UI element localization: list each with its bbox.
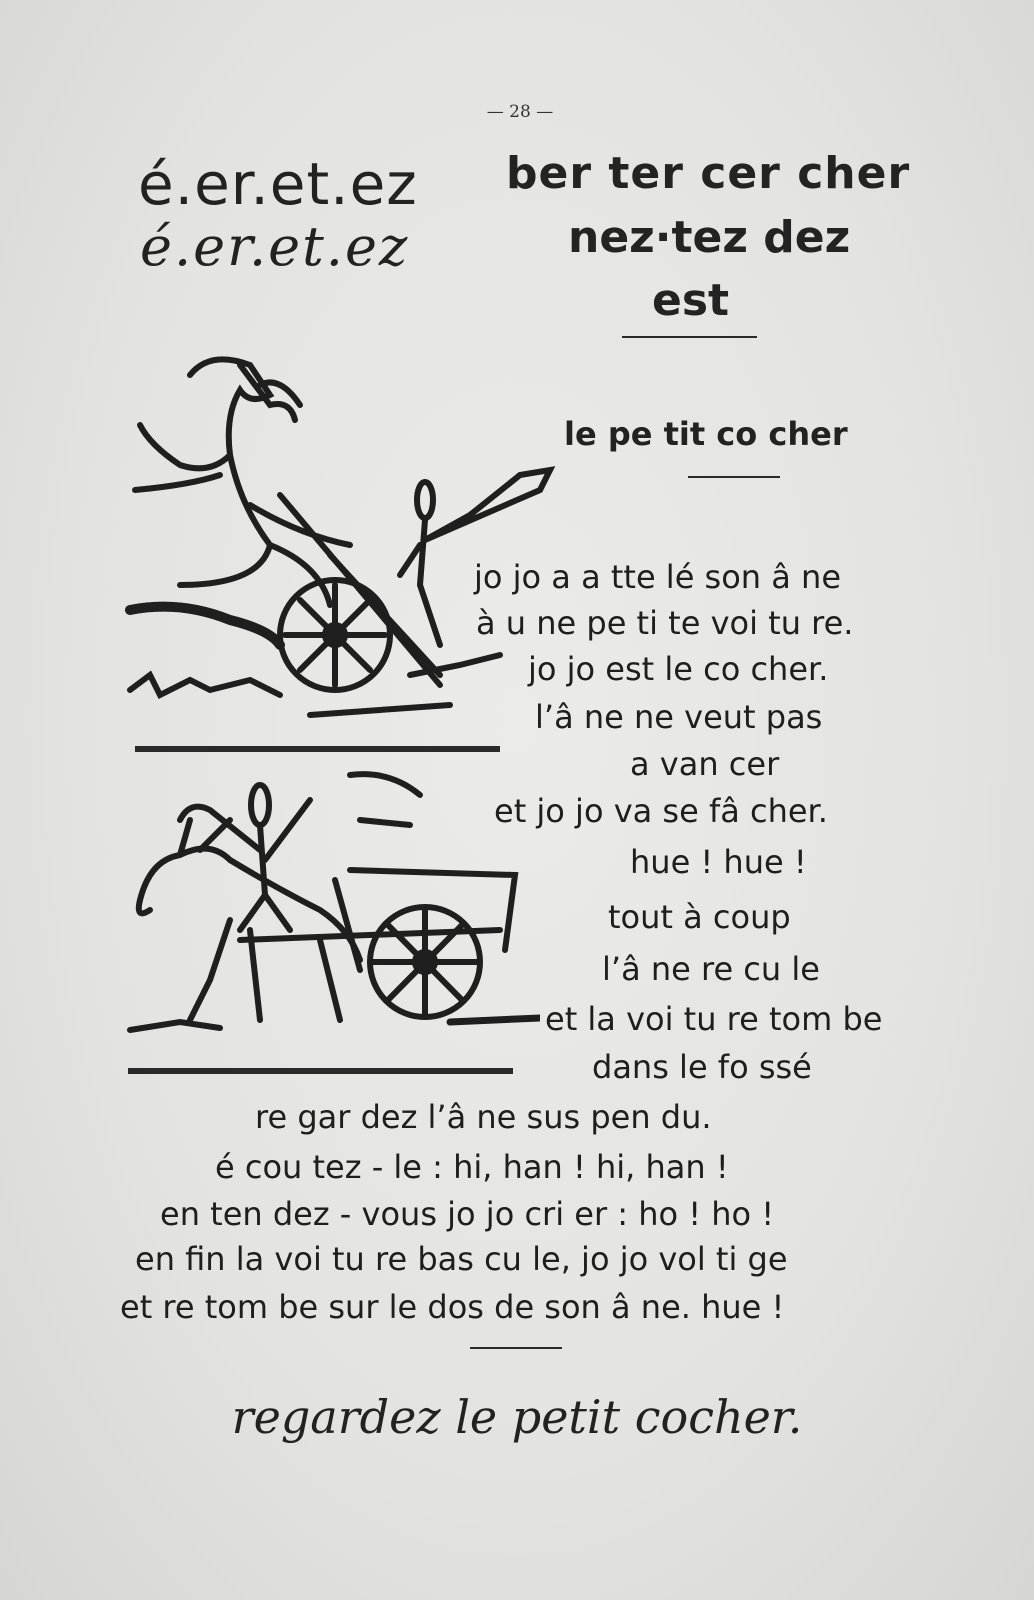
poem-line-9: l’â ne re cu le	[602, 950, 820, 988]
poem-line-15: en fin la voi tu re bas cu le, jo jo vol ti ge	[135, 1240, 788, 1278]
syllable-line-3: est	[652, 275, 730, 326]
divider-illustration-2	[128, 1068, 513, 1074]
poem-line-7: hue ! hue !	[630, 843, 807, 881]
poem-line-8: tout à coup	[608, 898, 791, 936]
poem-line-5: a van cer	[630, 745, 780, 783]
poem-line-10: et la voi tu re tom be	[545, 1000, 883, 1038]
poem-line-3: jo jo est le co cher.	[528, 650, 829, 688]
divider-bottom	[470, 1347, 562, 1349]
poem-line-1: jo jo a a tte lé son â ne	[474, 558, 841, 596]
sounds-cursive: é.er.et.ez	[140, 215, 410, 278]
syllable-line-2: nez·tez dez	[568, 212, 851, 263]
syllable-line-1: ber ter cer cher	[506, 148, 911, 199]
donkey-rearing-illustration	[120, 345, 560, 735]
poem-line-16: et re tom be sur le dos de son â ne. hue !	[120, 1288, 785, 1326]
cart-tipping-illustration	[120, 760, 540, 1060]
sounds-printed: é.er.et.ez	[138, 150, 418, 218]
divider-illustration-1	[135, 746, 500, 752]
page-number: — 28 —	[486, 102, 554, 122]
poem-line-13: é cou tez - le : hi, han ! hi, han !	[215, 1148, 729, 1186]
cursive-sentence: regardez le petit cocher.	[231, 1390, 803, 1444]
divider-title	[688, 476, 780, 478]
lesson-title: le pe tit co cher	[564, 415, 848, 453]
divider-syllables	[622, 336, 757, 338]
poem-line-4: l’â ne ne veut pas	[535, 698, 823, 736]
poem-line-2: à u ne pe ti te voi tu re.	[476, 604, 854, 642]
poem-line-6: et jo jo va se fâ cher.	[494, 792, 828, 830]
poem-line-14: en ten dez - vous jo jo cri er : ho ! ho !	[160, 1195, 775, 1233]
poem-line-12: re gar dez l’â ne sus pen du.	[255, 1098, 712, 1136]
poem-line-11: dans le fo ssé	[592, 1048, 812, 1086]
